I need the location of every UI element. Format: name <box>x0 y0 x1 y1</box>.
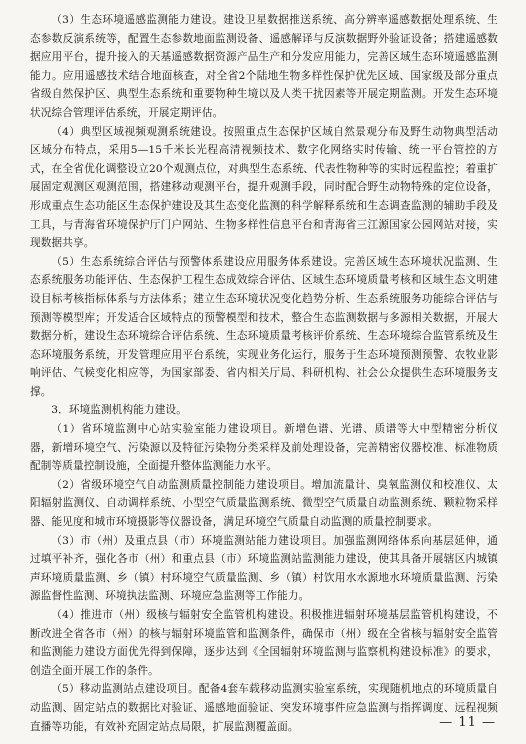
paragraph-video-observation: （4）典型区域视频观测系统建设。按照重点生态保护区域自然景观分布及野生动物典型活动区域分布特点，采用5—15千米长光程高清视频技术、数字化网络实时传输、统一平台管控的方式，在全省优化调整设立20个观测点位，对典型生态系统、代表性物种等的实时远程监控；着重扩展固定观测区观测范围，搭建移动观测平台，提升观测手段，同时配合野生动物特殊的定位设备，形成重点生态功能区生态保护建设及其生态变化监测的科学解释系统和生态调查监测的辅助手段及工具，与青海省环境保护厅门户网站、生物多样性信息平台和青海省三江源国家公园网站对接，实现数据共享。 <box>30 125 498 250</box>
paragraph-radiation-safety: （4）推进市（州）级核与辐射安全监管机构建设。积极推进辐射环境基层监管机构建设，不断改进全省各市（州）的核与辐射环境监管和监测条件，确保市（州）级在全省核与辐射安全监管和监测能力建设方面优先得到保障，逐步达到《全国辐射环境监测与监察机构建设标准》的要求，创造全面开展工作的条件。 <box>30 609 498 677</box>
section-heading-monitoring-agencies: 3．环境监测机构能力建设。 <box>51 404 188 417</box>
paragraph-mobile-stations: （5）移动监测站点建设项目。配备4套车载移动监测实验室系统，实现随机地点的环境质量自动监测、固定站点的数据比对验证、遥感地面验证、突发环境事件应急监测与指挥调度、远程视频直播等功能，有效补充固定站点局限，扩展监测覆盖面。 <box>30 683 498 733</box>
paragraph-ecosystem-assessment: （5）生态系统综合评估与预警体系建设应用服务体系建设。完善区域生态环境状况监测、生态系统服务功能评估、生态保护工程生态成效综合评估、区域生态环境质量考核和区域生态文明建设目标考核指标体系与方法体系；建立生态环境状况变化趋势分析、生态系统服务功能综合评估与预测等模型库；开发适合区域特点的预警模型和技术，整合生态监测数据与多源相关数据，开展大数据分析，建设生态环境综合评估系统、生态环境质量考核评价系统、生态环境综合监管系统及生态环境服务系统，开发管理应用平台系统，实现业务化运行，服务于生态环境预测预警、农牧业影响评估、气候变化相应等，为国家部委、省内相关厅局、科研机构、社会公众提供生态环境服务支撑。 <box>30 255 498 398</box>
paragraph-remote-sensing: （3）生态环境遥感监测能力建设。建设卫星数据推送系统、高分辨率遥感数据处理系统、生态参数反演系统等，配置生态参数地面监测设备、遥感解译与反演数据野外验证设备；搭建遥感数据应用平台，提升接入的天基遥感数据资源产品生产和分发应用能力，完善区域生态环境遥感监测能力。应用遥感技术结合地面核查，对全省2个陆地生物多样性保护优先区域、国家级及部分重点省级自然保护区、典型生态系统和重要物种生境以及人类干扰因素等开展定期监测。开发生态环境状况综合管理评估系统，开展定期评估。 <box>30 14 498 119</box>
paragraph-air-quality-control: （2）省级环境空气自动监测质量控制能力建设项目。增加流量计、臭氧监测仪和校准仪、太阳辐射监测仪、自动调样系统、小型空气质量监测系统、微型空气质量自动监测系统、颗粒物采样器、能见度和城市环境摄影等仪器设备，满足环境空气质量自动监测的质量控制要求。 <box>30 478 498 529</box>
page-number: — 11 — <box>439 715 496 730</box>
paragraph-city-county-stations: （3）市（州）及重点县（市）环境监测站能力建设项目。加强监测网络体系向基层延伸，通过填平补齐，强化各市（州）和重点县（市）环境监测站监测能力建设，使其具备开展辖区内城镇声环境质量监测、乡（镇）村环境空气质量监测、乡（镇）村饮用水水源地水环境质量监测、污染源监督性监测、环境执法监测、环境应急监测等工作能力。 <box>30 534 498 603</box>
paragraph-provincial-lab: （1）省环境监测中心站实验室能力建设项目。新增色谱、光谱、质谱等大中型精密分析仪器，新增环境空气、污染源以及特征污染物分类采样及前处理设备，完善精密仪器校准、标准物质配制等质量控制设施，全面提升整体监测能力水平。 <box>30 423 498 473</box>
